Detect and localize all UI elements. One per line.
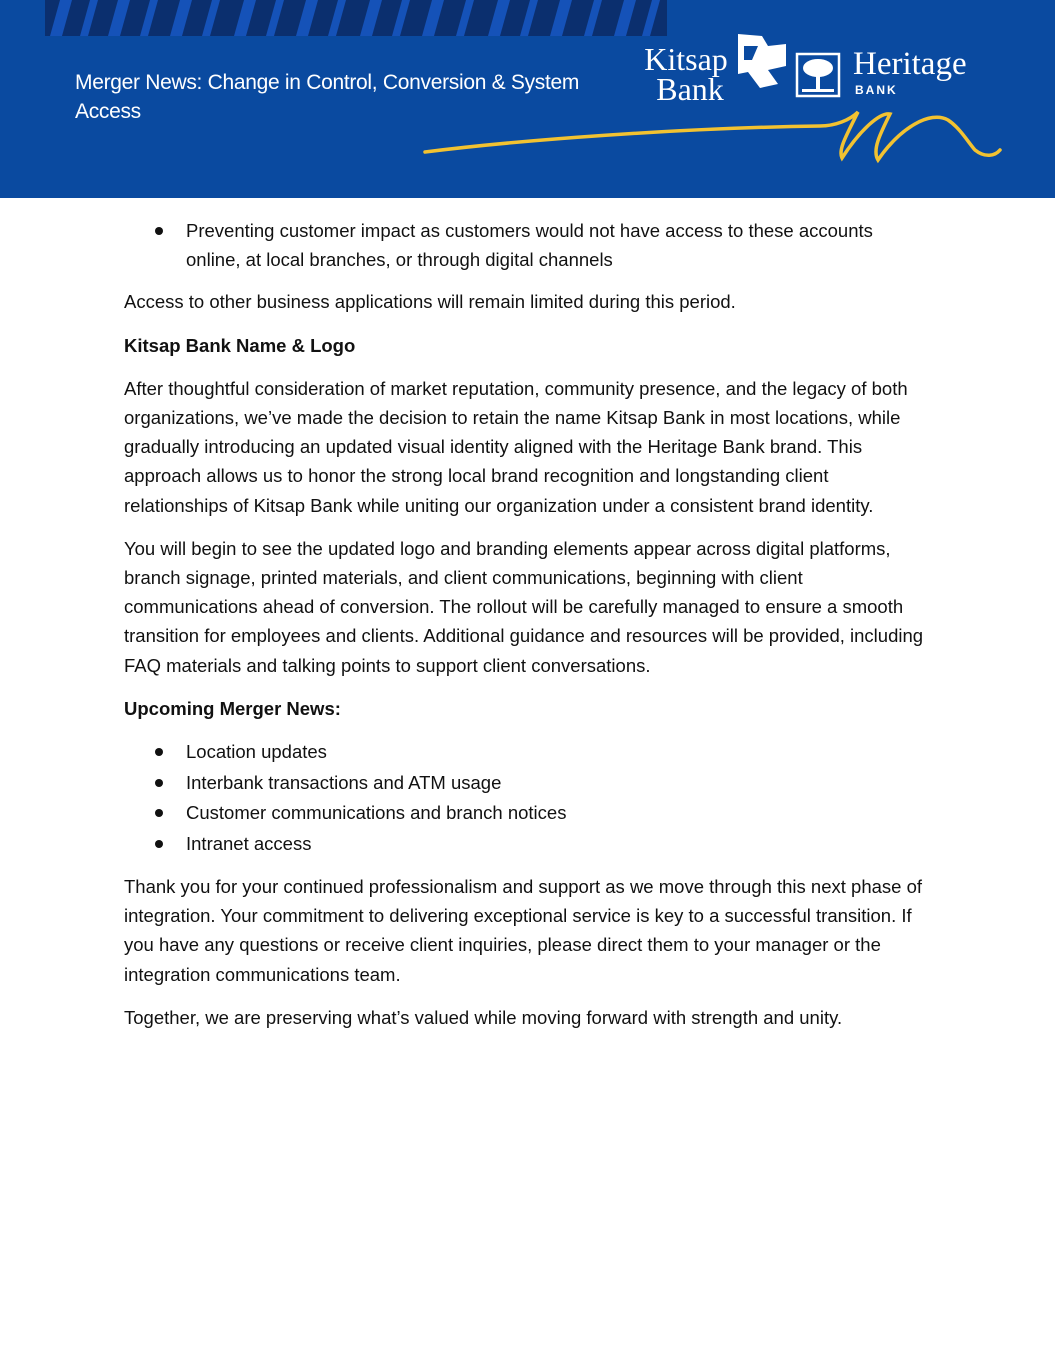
intro-bullet-list — [124, 216, 924, 274]
section-heading-name-logo: Kitsap Bank Name & Logo — [124, 334, 356, 356]
page-title: Merger News: Change in Control, Conversion & System Access — [75, 71, 580, 123]
heritage-bank-sub: BANK — [855, 83, 898, 97]
header-banner — [0, 0, 1055, 198]
list-item: Interbank transactions and ATM usage — [124, 768, 924, 799]
kitsap-logo-line2: Bank — [656, 71, 724, 107]
kitsap-bank-logo — [636, 41, 736, 107]
upcoming-news-list — [124, 737, 924, 859]
bullet-icon — [155, 840, 163, 848]
list-item: Customer communications and branch notices — [124, 798, 924, 829]
closing-line: Together, we are preserving what’s valued while moving forward with strength and unity. — [124, 1006, 843, 1028]
section-heading-upcoming: Upcoming Merger News: — [124, 697, 341, 719]
article-body — [124, 216, 924, 1046]
bullet-icon — [155, 748, 163, 756]
kitsap-logo-line1: Kitsap — [644, 41, 728, 77]
list-item: Location updates — [124, 737, 924, 768]
bullet-icon — [155, 779, 163, 787]
paragraph: After thoughtful consideration of market reputation, community presence, and the legacy of both organizations, we’ve made the decision to retain the name Kitsap Bank in most locations, while gradually introducing an updated visual identity aligned with the Heritage Bank brand. This approach allows us to honor the strong local brand recognition and longstanding client relationships of Kitsap Bank while uniting our organization under a consistent brand identity. — [124, 377, 908, 516]
access-note: Access to other business applications will remain limited during this period. — [124, 291, 736, 313]
list-item: Preventing customer impact as customers would not have access to these accounts online, at local branches, or through digital channels — [124, 216, 924, 274]
heritage-bank-logo: Heritage — [853, 46, 967, 82]
paragraph: You will begin to see the updated logo and branding elements appear across digital platforms, branch signage, printed materials, and client communications, beginning with client communications ahead of conversion. The rollout will be carefully managed to ensure a smooth transition for employees and clients. Additional guidance and resources will be provided, including FAQ materials and talking points to support client conversations. — [124, 537, 924, 676]
list-item: Intranet access — [124, 829, 924, 860]
bullet-icon — [155, 809, 163, 817]
bullet-icon — [155, 227, 163, 235]
closing-paragraph: Thank you for your continued professionalism and support as we move through this next phase of integration. Your commitment to delivering exceptional service is key to a successful transition. If you have any questions or receive client inquiries, please direct them to your manager or the integration communications team. — [124, 876, 923, 985]
